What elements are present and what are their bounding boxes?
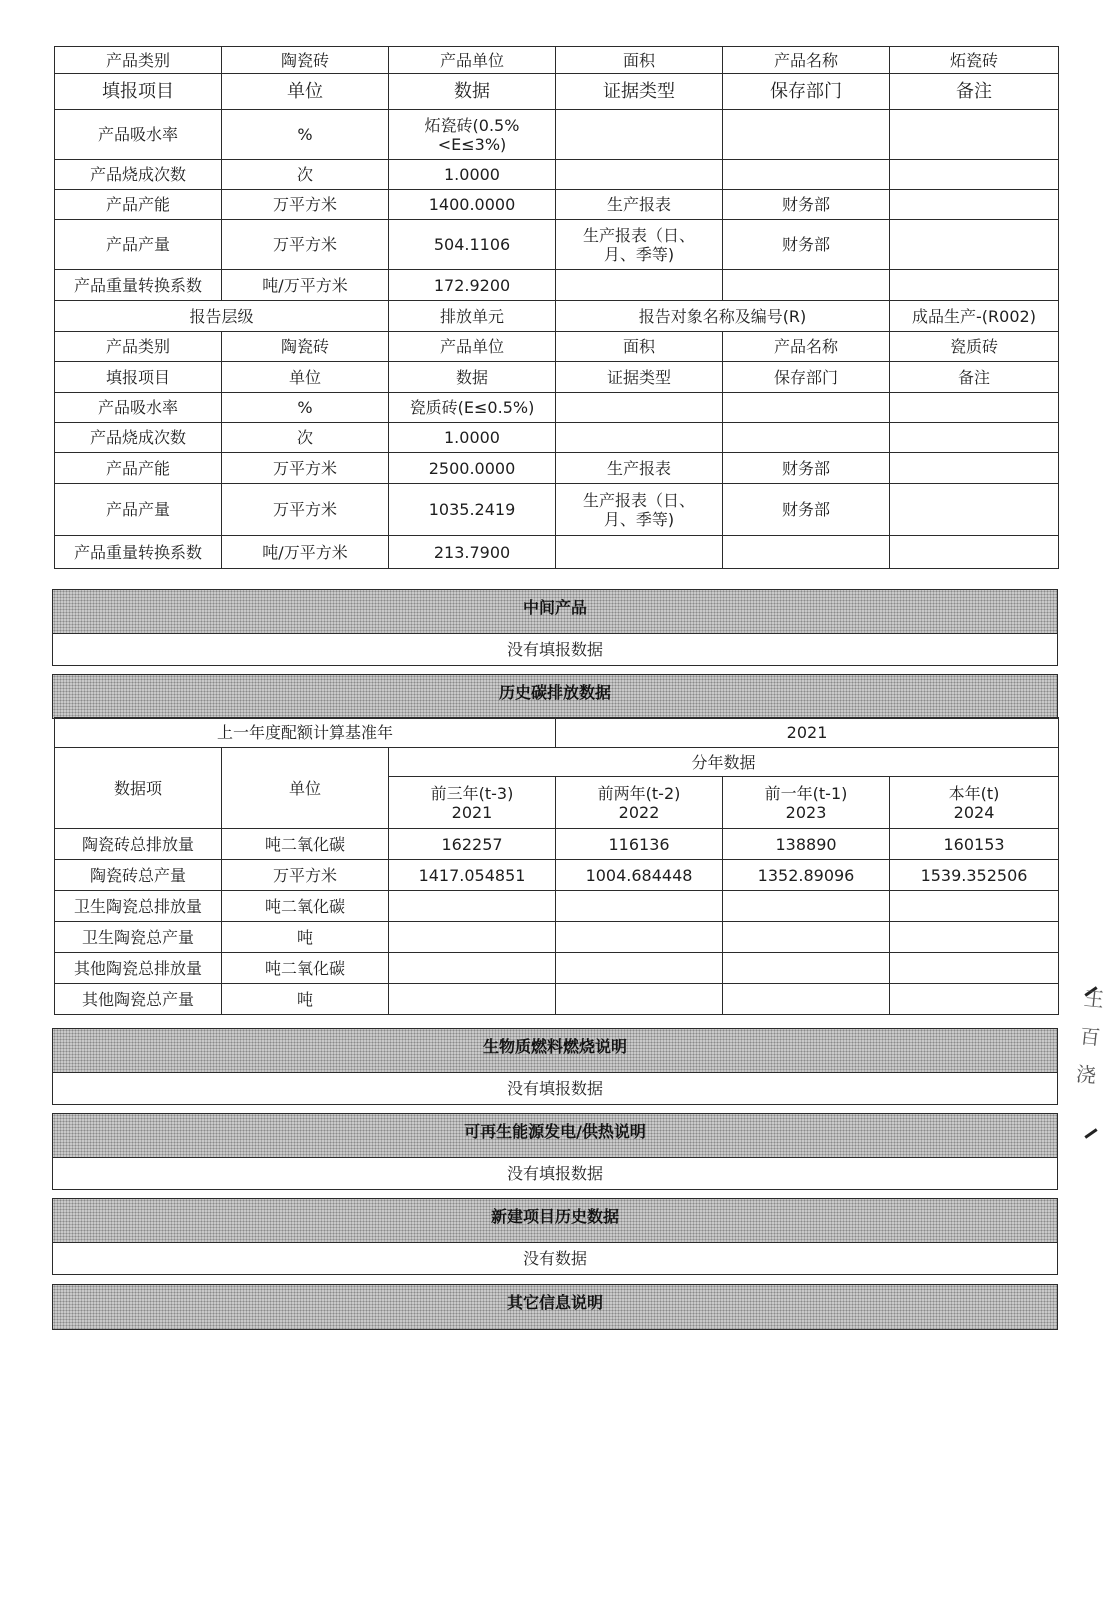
cell [389,984,556,1015]
cell [890,190,1059,220]
emission-unit-label: 排放单元 [389,301,556,332]
header-row [55,362,1059,393]
cell [389,922,556,953]
col-item-header: 数据项 [55,748,222,829]
table-row [55,860,1059,891]
cell: 其他陶瓷总排放量 [55,953,222,984]
header-cell: 数据 [389,74,556,110]
cell: 产品类别 [55,332,222,362]
section-title: 历史碳排放数据 [53,675,1057,719]
cell: 吨二氧化碳 [222,829,389,860]
header-cell: 填报项目 [55,362,222,393]
cell: 其他陶瓷总产量 [55,984,222,1015]
cell: 产品产能 [55,453,222,484]
cell: 213.7900 [389,536,556,569]
cell: 产品重量转换系数 [55,270,222,301]
cell: 万平方米 [222,453,389,484]
baseline-value: 2021 [556,718,1059,748]
cell: 116136 [556,829,723,860]
cell: 财务部 [723,484,890,536]
cell: 财务部 [723,190,890,220]
year-header [890,777,1059,829]
year-header [389,777,556,829]
year-header [723,777,890,829]
header-cell: 填报项目 [55,74,222,110]
cell [556,922,723,953]
cell: 1.0000 [389,423,556,453]
section-title: 其它信息说明 [53,1285,1057,1329]
cell [556,423,723,453]
cell: 万平方米 [222,220,389,270]
cell [556,270,723,301]
baseline-row [55,718,1059,748]
cell: 产品重量转换系数 [55,536,222,569]
cell: 吨 [222,984,389,1015]
stamp-char: 浇 [1074,1061,1098,1088]
cell: 产品单位 [389,332,556,362]
cell: 2500.0000 [389,453,556,484]
header-cell: 保存部门 [723,74,890,110]
cell: 万平方米 [222,484,389,536]
annual-data-header: 分年数据 [389,748,1059,777]
cell [890,220,1059,270]
other-info-section [52,1284,1058,1330]
cell: 卫生陶瓷总排放量 [55,891,222,922]
cell: 财务部 [723,453,890,484]
section-title: 可再生能源发电/供热说明 [53,1114,1057,1158]
cell: 1035.2419 [389,484,556,536]
cell [723,270,890,301]
cell [890,270,1059,301]
header-cell: 备注 [890,74,1059,110]
table-row [55,922,1059,953]
cell [723,984,890,1015]
year-label: 前三年(t-3) [430,783,514,803]
stamp-char: 百 [1078,1023,1102,1050]
seal-stamp [1074,979,1108,1095]
year-value: 2023 [785,802,827,822]
table-row [55,829,1059,860]
table-row [55,453,1059,484]
cell [890,160,1059,190]
table-row [55,953,1059,984]
cell: 1417.054851 [389,860,556,891]
table-row [55,891,1059,922]
report-level-row [55,301,1059,332]
cell [723,393,890,423]
header-cell: 保存部门 [723,362,890,393]
cell: 产品产量 [55,484,222,536]
section-title: 新建项目历史数据 [53,1199,1057,1243]
cell [556,160,723,190]
cell [723,922,890,953]
year-label: 前两年(t-2) [597,783,681,803]
header-cell: 单位 [222,362,389,393]
product-table [54,46,1059,569]
cell: 炻瓷砖 [890,47,1059,74]
cell [890,423,1059,453]
cell: 产品名称 [723,47,890,74]
header-cell: 备注 [890,362,1059,393]
year-header [556,777,723,829]
cell: 1400.0000 [389,190,556,220]
cell: 产品吸水率 [55,110,222,160]
cell: 万平方米 [222,860,389,891]
cell: 面积 [556,47,723,74]
cell: 陶瓷砖总产量 [55,860,222,891]
cell: 生产报表 [556,190,723,220]
cell: 瓷质砖 [890,332,1059,362]
cell: 炻瓷砖(0.5%<E≤3%) [389,110,556,160]
cell: 504.1106 [389,220,556,270]
cell [556,393,723,423]
annual-header-row [55,748,1059,777]
cell: 次 [222,423,389,453]
history-table [54,717,1059,1015]
biomass-section [52,1028,1058,1105]
cell: % [222,393,389,423]
history-section-header [52,674,1058,719]
table-row [55,110,1059,160]
cell: 财务部 [723,220,890,270]
cell: 生产报表 [556,453,723,484]
cell: 产品烧成次数 [55,423,222,453]
intermediate-products-section [52,589,1058,666]
cell [890,393,1059,423]
cell: 产品吸水率 [55,393,222,423]
cell: 万平方米 [222,190,389,220]
cell: 1352.89096 [723,860,890,891]
cell: % [222,110,389,160]
cell [556,110,723,160]
cell [723,110,890,160]
no-data-text: 没有数据 [522,1249,587,1268]
table-row [55,536,1059,569]
table-row [55,984,1059,1015]
report-level-label: 报告层级 [55,301,389,332]
table-row [55,393,1059,423]
product-category-row [55,47,1059,74]
cell: 瓷质砖(E≤0.5%) [389,393,556,423]
cell: 产品类别 [55,47,222,74]
cell: 吨二氧化碳 [222,891,389,922]
cell: 138890 [723,829,890,860]
section-title: 生物质燃料燃烧说明 [53,1029,1057,1073]
year-value: 2022 [618,802,660,822]
cell [389,891,556,922]
year-label: 本年(t) [948,783,1000,803]
table-row [55,270,1059,301]
cell: 陶瓷砖总排放量 [55,829,222,860]
cell [890,984,1059,1015]
cell [556,984,723,1015]
cell [890,953,1059,984]
cell: 162257 [389,829,556,860]
cell: 1004.684448 [556,860,723,891]
cell: 吨/万平方米 [222,270,389,301]
cell: 1539.352506 [890,860,1059,891]
cell: 172.9200 [389,270,556,301]
cell [890,484,1059,536]
cell [723,160,890,190]
report-object-label: 报告对象名称及编号(R) [556,301,890,332]
cell [389,953,556,984]
cell [723,536,890,569]
cell: 160153 [890,829,1059,860]
section-title: 中间产品 [53,590,1057,634]
cell: 产品产能 [55,190,222,220]
year-label: 前一年(t-1) [764,783,848,803]
cell [890,110,1059,160]
header-cell: 数据 [389,362,556,393]
stamp-mark [1084,1128,1097,1138]
cell [890,891,1059,922]
cell: 陶瓷砖 [222,47,389,74]
baseline-label: 上一年度配额计算基准年 [55,718,556,748]
cell: 吨/万平方米 [222,536,389,569]
year-value: 2024 [953,802,995,822]
header-row [55,74,1059,110]
cell: 卫生陶瓷总产量 [55,922,222,953]
col-unit-header: 单位 [222,748,389,829]
cell [890,536,1059,569]
cell [556,536,723,569]
header-cell: 证据类型 [556,362,723,393]
table-row [55,484,1059,536]
cell: 吨 [222,922,389,953]
cell: 产品产量 [55,220,222,270]
cell [556,891,723,922]
cell: 陶瓷砖 [222,332,389,362]
cell: 产品单位 [389,47,556,74]
new-project-section [52,1198,1058,1275]
cell: 面积 [556,332,723,362]
header-cell: 单位 [222,74,389,110]
no-data-text: 没有填报数据 [506,1164,603,1183]
cell: 产品烧成次数 [55,160,222,190]
cell: 产品名称 [723,332,890,362]
cell [723,423,890,453]
no-data-text: 没有填报数据 [506,1079,603,1098]
renewable-energy-section [52,1113,1058,1190]
table-row [55,190,1059,220]
cell: 生产报表（日、月、季等) [556,484,723,536]
cell: 生产报表（日、月、季等) [556,220,723,270]
cell: 吨二氧化碳 [222,953,389,984]
table-row [55,160,1059,190]
year-value: 2021 [451,802,493,822]
cell [723,891,890,922]
table-row [55,423,1059,453]
cell: 1.0000 [389,160,556,190]
report-object-value: 成品生产-(R002) [890,301,1059,332]
cell: 次 [222,160,389,190]
no-data-text: 没有填报数据 [506,640,603,659]
table-row [55,220,1059,270]
header-cell: 证据类型 [556,74,723,110]
product-category-row [55,332,1059,362]
cell [890,453,1059,484]
cell [723,953,890,984]
stamp-char: 王 [1082,986,1106,1013]
cell [890,922,1059,953]
cell [556,953,723,984]
